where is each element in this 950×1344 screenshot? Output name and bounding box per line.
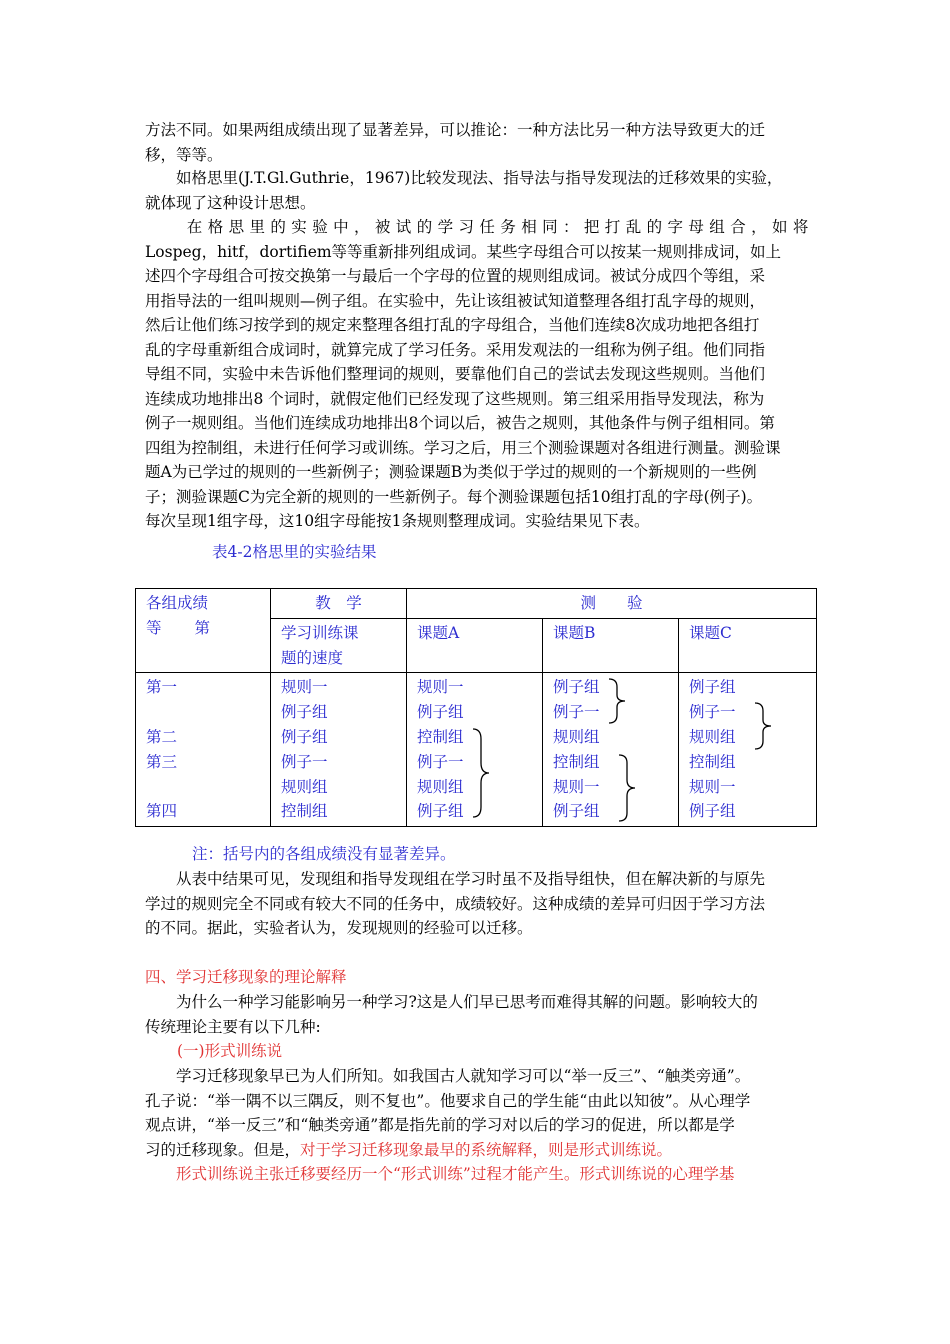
subheader-task-c: 课题C	[679, 618, 817, 673]
paragraph-3: 在格思里的实验中，被试的学习任务相同：把打乱的字母组合，如将 Lospeg，hitf，dortifiem等等重新排列组成词。某些字母组合可以按某一规则排成词，如上 述四个字母组合可按交换第一与最后一个字母的位置的规则组成词。被试分成四个等组，采 用指导法的一组叫规则—例子组。在实验中，先让该组被试知道整理各组打乱字母的规则， 然后让他们练习按学到的规定来整理各组打乱的字母组合，当他们连续8次成功地把各组打 乱的字母重新组合成词时，就算完成了学习任务。采用发观法的一组称为例子组。他们同指 导组不同，实验中未告诉他们整理词的规则，要靠他们自己的尝试去发现这些规则。当他们 连续成功地排出8 个词时，就假定他们已经发现了这些规则。第三组采用指导发现法，称为 例子一规则组。当他们连续成功地排出8个词以后，被告之规则，其他条件与例子组相同。第 四组为控制组，未进行任何学习或训练。学习之后，用三个测验课题对各组进行测量。测验课 题A为已学过的规则的一些新例子；测验课题B为类似于学过的规则的一个新规则的一些例 子；测验课题C为完全新的规则的一些新例子。每个测验课题包括10组打乱的字母(例子)。 每次呈现1组字母，这10组字母能按1条规则整理成词。实验结果见下表。	[145, 218, 814, 530]
rank-column: 第一 第二 第三 第四	[136, 673, 271, 827]
header-testing: 测 验	[407, 589, 817, 619]
brace-task-b-top	[607, 677, 629, 725]
section-heading: 四、学习迁移现象的理论解释	[145, 968, 347, 986]
table-body-row	[136, 673, 817, 827]
paragraph-section-intro: 为什么一种学习能影响另一种学习?这是人们早已思考而难得其解的问题。影响较大的 传统理论主要有以下几种:	[145, 993, 758, 1036]
task-b-column: 例子组 例子一 规则组 控制组 规则一 例子组	[543, 673, 679, 827]
brace-task-b-bottom	[617, 753, 639, 823]
brace-task-c	[753, 701, 775, 751]
subheading-formal-training: (一)形式训练说	[177, 1042, 283, 1060]
paragraph-2: 如格思里(J.T.Gl.Guthrie，1967)比较发现法、指导法与指导发现法的迁移效果的实验， 就体现了这种设计思想。	[145, 169, 783, 212]
brace-task-a	[471, 727, 493, 819]
paragraph-formal-training-claim: 形式训练说主张迁移要经历一个“形式训练”过程才能产生。形式训练说的心理学基	[145, 1165, 735, 1183]
speed-column: 规则一 例子组 例子组 例子一 规则组 控制组	[271, 673, 407, 827]
table-note: 注：括号内的各组成绩没有显著差异。	[192, 845, 456, 863]
highlighted-text: 对于学习迁移现象最早的系统解释，则是形式训练说。	[300, 1140, 673, 1159]
subheader-task-b: 课题B	[543, 618, 679, 673]
paragraph-formal-training: 学习迁移现象早已为人们所知。如我国古人就知学习可以“举一反三”、“触类旁通”。 孔子说：“举一隅不以三隅反，则不复也”。他要求自己的学生能“由此以知彼”。从心理学 观点讲，“举一反三”和“触类旁通”都是指先前的学习对以后的学习的促进，所以都是学 习的迁移现象。但是，对于学习迁移现象最早的系统解释，则是形式训练说。	[145, 1067, 751, 1159]
task-a-column: 规则一 例子组 控制组 例子一 规则组 例子组	[407, 673, 543, 827]
header-teaching: 教 学	[271, 589, 407, 619]
results-table	[135, 588, 817, 827]
subheader-task-a: 课题A	[407, 618, 543, 673]
paragraph-conclusion: 从表中结果可见，发现组和指导发现组在学习时虽不及指导组快，但在解决新的与原先 学过的规则完全不同或有较大不同的任务中，成绩较好。这种成绩的差异可归因于学习方法 的不同。据此，实验者认为，发现规则的经验可以迁移。	[145, 870, 766, 937]
paragraph-1: 方法不同。如果两组成绩出现了显著差异，可以推论：一种方法比另一种方法导致更大的迁 移，等等。	[145, 121, 766, 164]
task-c-column: 例子组 例子一 规则组 控制组 规则一 例子组	[679, 673, 817, 827]
header-group-rank: 各组成绩 等 第	[136, 589, 271, 673]
subheader-speed: 学习训练课 题的速度	[271, 618, 407, 673]
table-caption: 表4-2格思里的实验结果	[212, 543, 377, 561]
table-header-row	[136, 589, 817, 619]
